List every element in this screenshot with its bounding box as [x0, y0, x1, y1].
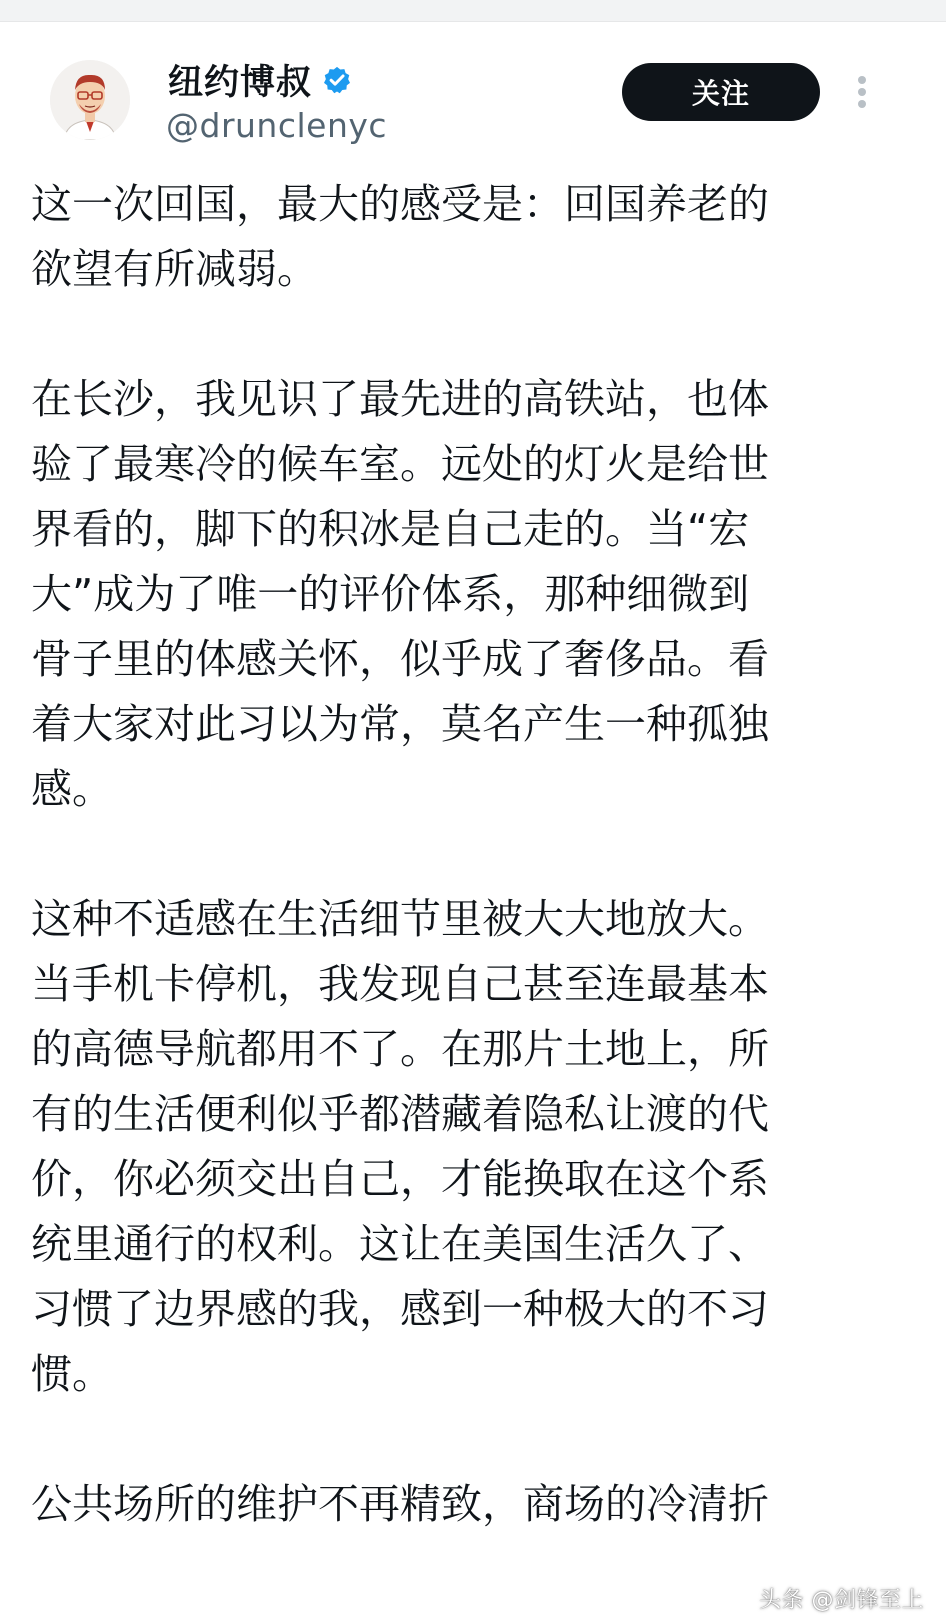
post-text-line: 有的生活便利似乎都潜藏着隐私让渡的代 [31, 1090, 769, 1138]
more-dot [858, 100, 866, 108]
post-text-line: 大”成为了唯一的评价体系，那种细微到 [31, 570, 750, 618]
post-text-line: 在长沙，我见识了最先进的高铁站，也体 [31, 375, 769, 423]
more-dot [858, 76, 866, 84]
avatar[interactable] [50, 60, 130, 140]
post-text-line: 骨子里的体感关怀，似乎成了奢侈品。看 [31, 635, 769, 683]
post-paragraph [31, 1472, 891, 1537]
top-divider [0, 0, 946, 22]
post-text-line: 统里通行的权利。这让在美国生活久了、 [31, 1220, 769, 1268]
post-header [0, 22, 946, 162]
post-text-line: 着大家对此习以为常，莫名产生一种孤独 [31, 700, 769, 748]
post-text-line: 验了最寒冷的候车室。远处的灯火是给世 [31, 440, 769, 488]
post-text-line: 的高德导航都用不了。在那片土地上，所 [31, 1025, 769, 1073]
post-paragraph [31, 887, 891, 1407]
post-body [31, 172, 891, 1602]
post-text-line: 界看的，脚下的积冰是自己走的。当“宏 [31, 505, 750, 553]
post-text-line: 当手机卡停机，我发现自己甚至连最基本 [31, 960, 769, 1008]
post-text-line: 这一次回国，最大的感受是：回国养老的 [31, 180, 769, 228]
post-text-line: 价，你必须交出自己，才能换取在这个系 [31, 1155, 769, 1203]
author-display-name[interactable]: 纽约博叔 [168, 63, 313, 103]
watermark: 头条 @剑锋至上 [759, 1588, 924, 1613]
author-handle[interactable]: @drunclenyc [166, 106, 388, 145]
post-text-line: 欲望有所减弱。 [31, 245, 318, 293]
post-paragraph [31, 367, 891, 822]
author-name-row [168, 56, 352, 104]
verified-badge-icon [322, 65, 352, 95]
post-text-line: 这种不适感在生活细节里被大大地放大。 [31, 895, 769, 943]
post-paragraph [31, 172, 891, 302]
post-text-line: 公共场所的维护不再精致，商场的冷清折 [31, 1480, 769, 1528]
avatar-cartoon-icon [50, 60, 130, 140]
more-dot [858, 88, 866, 96]
post-text-line: 惯。 [31, 1350, 113, 1398]
follow-button[interactable]: 关注 [622, 63, 820, 121]
more-vertical-icon[interactable] [846, 72, 878, 112]
post-text-line: 感。 [31, 765, 113, 813]
post-text-line: 习惯了边界感的我，感到一种极大的不习 [31, 1285, 769, 1333]
